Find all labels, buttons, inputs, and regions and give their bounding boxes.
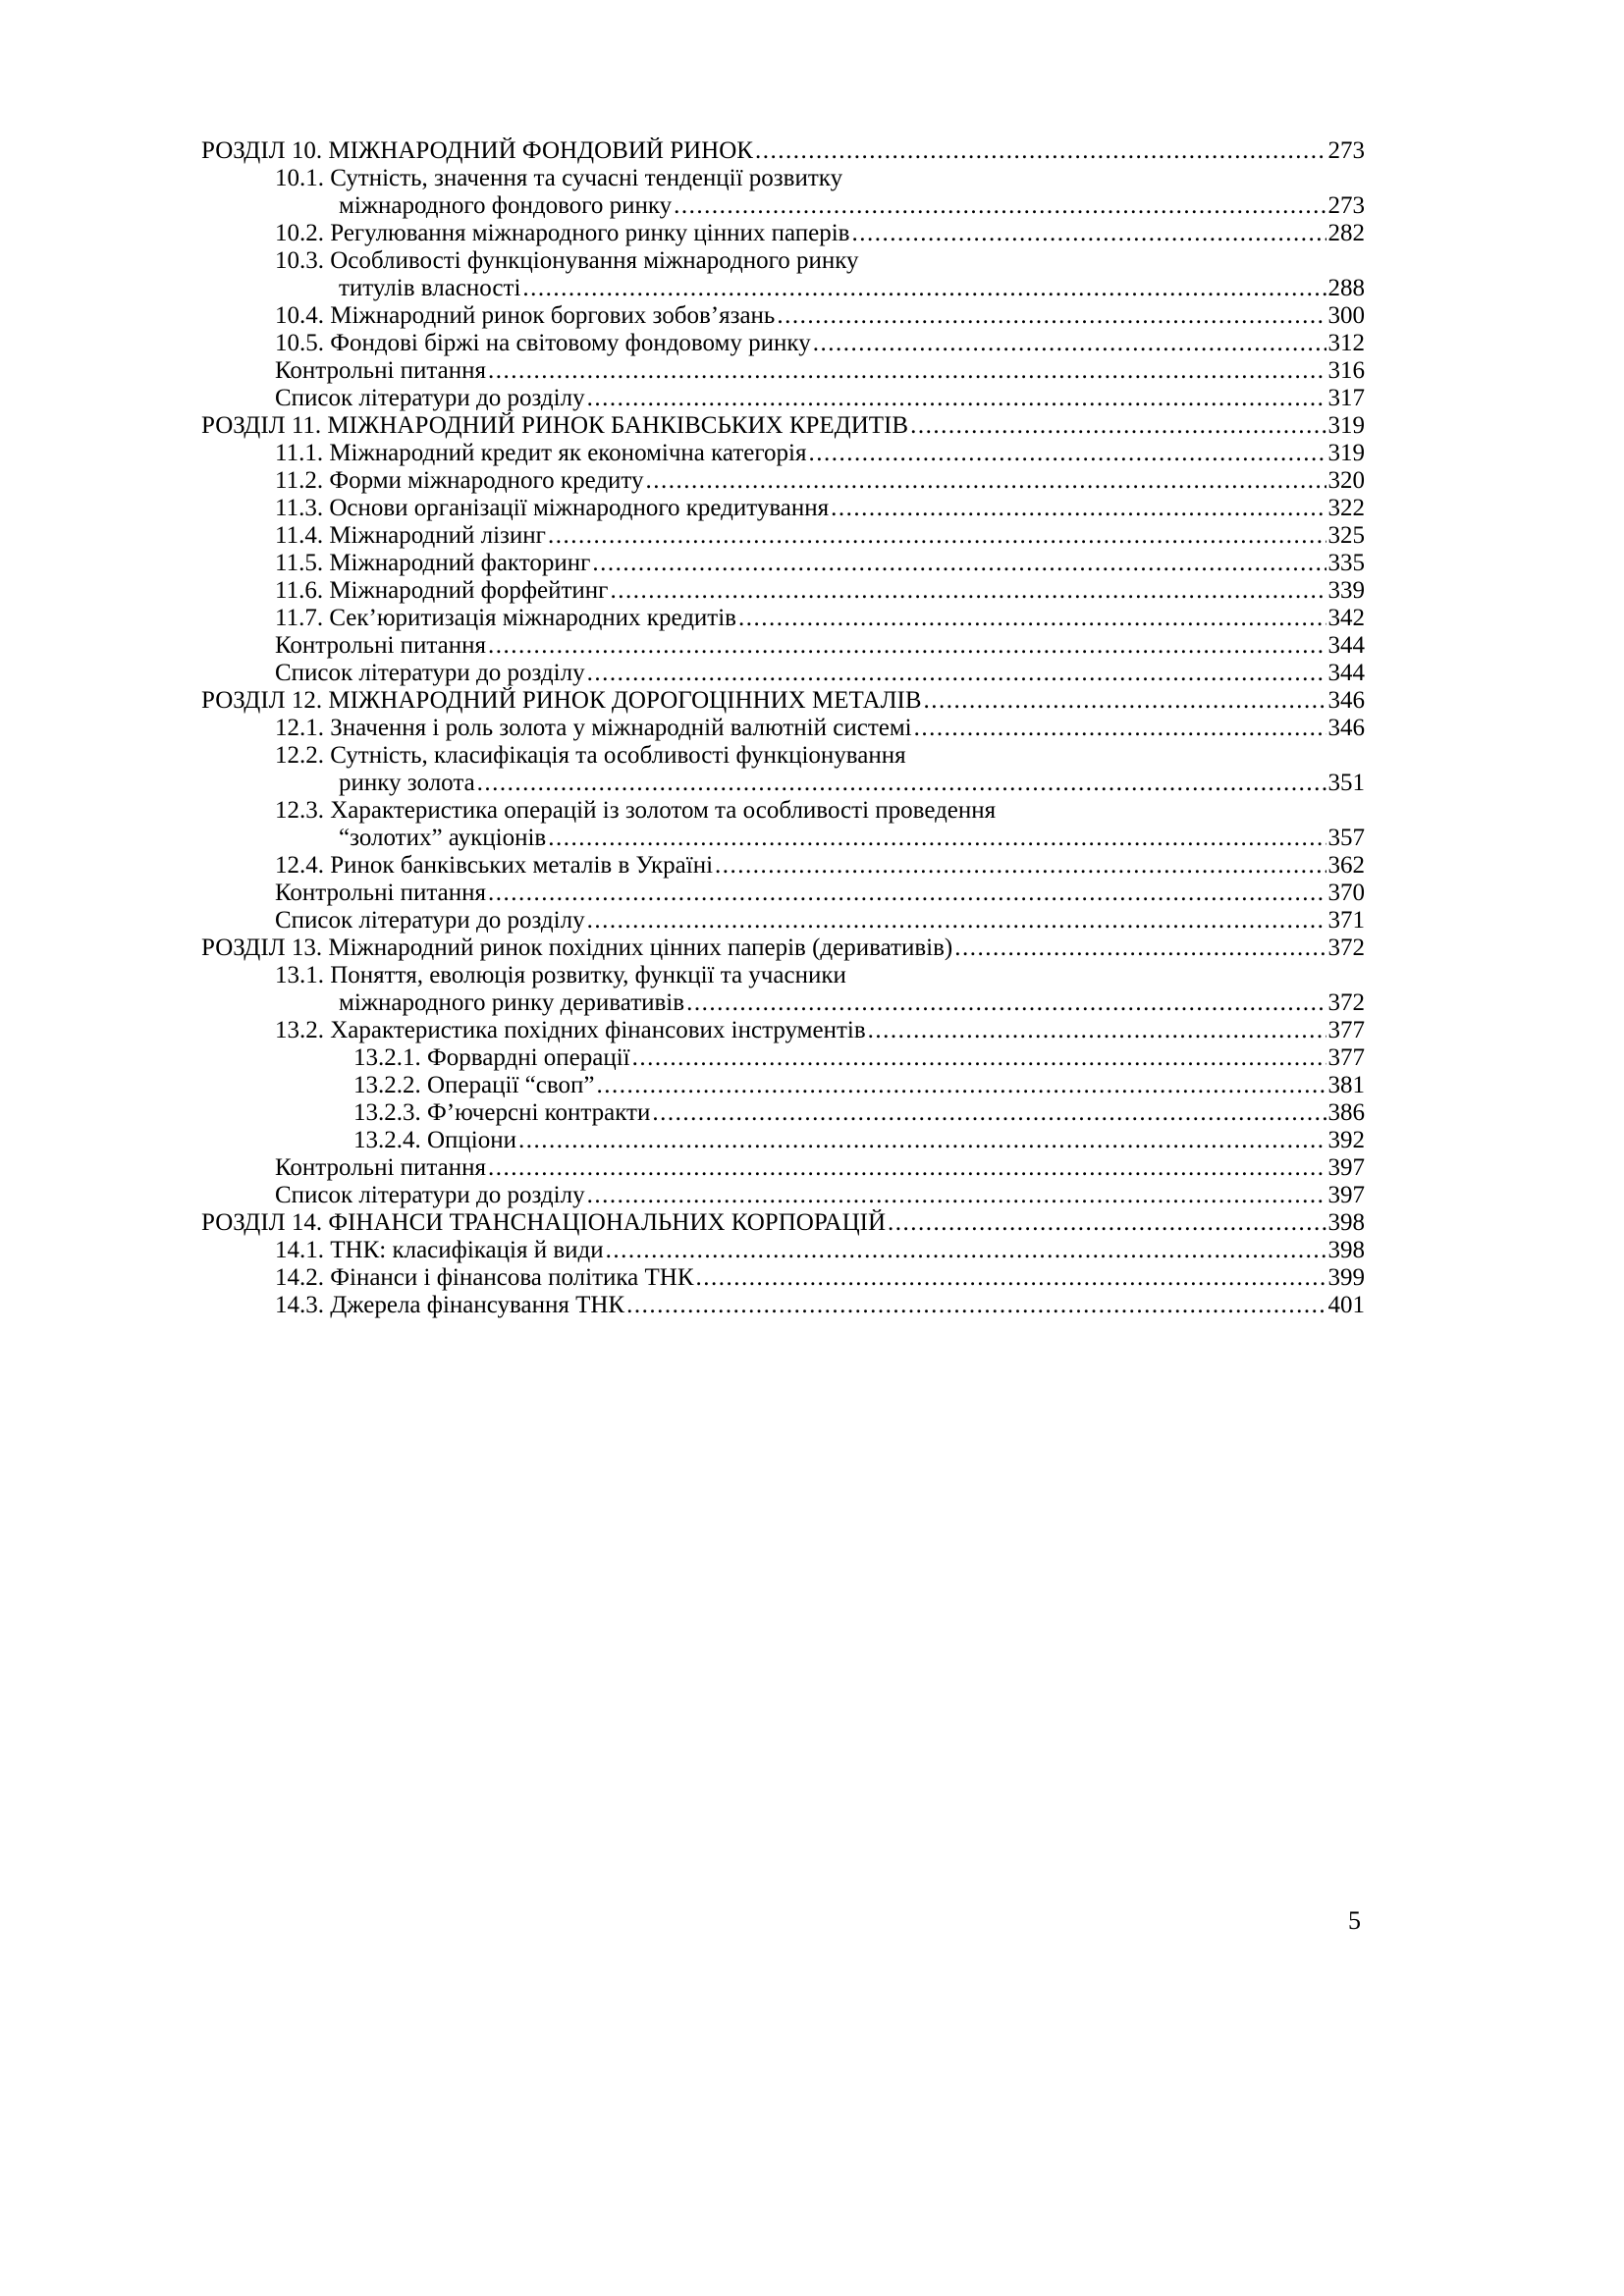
toc-page-number: 342	[1327, 605, 1365, 631]
toc-entry-text: РОЗДІЛ 13. Міжнародний ринок похідних цінних паперів (деривативів)	[201, 934, 953, 961]
toc-entry-text: Контрольні питання	[275, 632, 487, 659]
dot-leader	[488, 357, 1326, 385]
toc-entry-text: Контрольні питання	[275, 1154, 487, 1181]
dot-leader	[808, 440, 1326, 467]
dot-leader	[715, 852, 1326, 880]
toc-entry-text: РОЗДІЛ 10. МІЖНАРОДНИЙ ФОНДОВИЙ РИНОК	[201, 137, 753, 164]
toc-entry-text: “золотих” аукціонів	[339, 825, 547, 851]
toc-entry	[201, 880, 1365, 907]
toc-entry-text: 10.4. Міжнародний ринок боргових зобов’язань	[275, 302, 776, 329]
toc-entry	[201, 989, 1365, 1017]
toc-entry	[201, 742, 1365, 770]
toc-entry-text: 13.2.1. Форвардні операції	[353, 1044, 630, 1071]
dot-leader	[646, 467, 1326, 495]
toc-entry	[201, 1182, 1365, 1209]
toc-entry-text: 10.3. Особливості функціонування міжнародного ринку	[275, 247, 859, 274]
toc-page-number: 322	[1327, 495, 1365, 521]
toc-page-number: 401	[1327, 1292, 1365, 1318]
toc-entry-text: 12.3. Характеристика операцій із золотом та особливості проведення	[275, 797, 997, 824]
dot-leader	[674, 192, 1326, 220]
toc-entry-text: 10.5. Фондові біржі на світовому фондовому ринку	[275, 330, 811, 356]
toc-entry-text: 11.7. Сек’юритизація міжнародних кредитів	[275, 605, 736, 631]
dot-leader	[924, 687, 1326, 715]
toc-entry-text: 14.2. Фінанси і фінансова політика ТНК	[275, 1264, 694, 1291]
toc-page-number: 370	[1327, 880, 1365, 906]
toc-entry	[201, 1099, 1365, 1127]
page-number: 5	[1348, 1906, 1361, 1935]
toc-entry	[201, 247, 1365, 275]
toc-page-number: 372	[1327, 989, 1365, 1016]
toc-page-number: 357	[1327, 825, 1365, 851]
toc-entry	[201, 495, 1365, 522]
toc-entry	[201, 934, 1365, 962]
toc-entry-text: 11.1. Міжнародний кредит як економічна категорія	[275, 440, 807, 466]
toc-page-number: 282	[1327, 220, 1365, 246]
toc-entry-text: міжнародного ринку деривативів	[339, 989, 685, 1016]
dot-leader	[606, 1237, 1326, 1264]
toc-page-number: 398	[1327, 1209, 1365, 1236]
toc-entry-text: РОЗДІЛ 11. МІЖНАРОДНИЙ РИНОК БАНКІВСЬКИХ КРЕДИТІВ	[201, 412, 909, 439]
toc-entry-text: титулів власності	[339, 275, 521, 301]
toc-page-number: 288	[1327, 275, 1365, 301]
dot-leader	[522, 275, 1326, 302]
toc-entry	[201, 1017, 1365, 1044]
toc-page-number: 344	[1327, 632, 1365, 659]
toc-entry	[201, 852, 1365, 880]
toc-entry-text: 13.1. Поняття, еволюція розвитку, функції та учасники	[275, 962, 846, 988]
toc-entry-text: 11.6. Міжнародний форфейтинг	[275, 577, 609, 604]
dot-leader	[696, 1264, 1326, 1292]
toc-page-number: 319	[1327, 440, 1365, 466]
toc-page-number: 397	[1327, 1182, 1365, 1208]
toc-entry	[201, 1292, 1365, 1319]
toc-entry	[201, 605, 1365, 632]
toc-entry-text: 11.5. Міжнародний факторинг	[275, 550, 591, 576]
toc-page-number: 377	[1327, 1017, 1365, 1043]
toc-entry-text: 11.4. Міжнародний лізинг	[275, 522, 546, 549]
toc-entry	[201, 440, 1365, 467]
toc-entry-text: міжнародного фондового ринку	[339, 192, 673, 219]
toc-entry	[201, 357, 1365, 385]
toc-entry	[201, 275, 1365, 302]
toc-entry-text: Список літератури до розділу	[275, 660, 585, 686]
toc-entry	[201, 137, 1365, 165]
toc-entry-text: ринку золота	[339, 770, 475, 796]
dot-leader	[738, 605, 1326, 632]
toc-entry-text: 13.2. Характеристика похідних фінансових інструментів	[275, 1017, 866, 1043]
dot-leader	[587, 1182, 1326, 1209]
dot-leader	[587, 907, 1326, 934]
toc-entry	[201, 770, 1365, 797]
toc-page-number: 386	[1327, 1099, 1365, 1126]
toc-entry	[201, 1209, 1365, 1237]
toc-page-number: 346	[1327, 687, 1365, 714]
dot-leader	[548, 522, 1326, 550]
dot-leader	[488, 632, 1326, 660]
toc-entry	[201, 1154, 1365, 1182]
toc-page-number: 273	[1327, 192, 1365, 219]
toc-entry-text: РОЗДІЛ 12. МІЖНАРОДНИЙ РИНОК ДОРОГОЦІННИХ МЕТАЛІВ	[201, 687, 922, 714]
toc-entry	[201, 192, 1365, 220]
toc-page-number: 372	[1327, 934, 1365, 961]
toc-entry-text: Список літератури до розділу	[275, 1182, 585, 1208]
toc-entry	[201, 632, 1365, 660]
dot-leader	[587, 660, 1326, 687]
toc-page-number: 312	[1327, 330, 1365, 356]
dot-leader	[632, 1044, 1326, 1072]
toc-page-number: 273	[1327, 137, 1365, 164]
toc-entry	[201, 715, 1365, 742]
toc-entry-text: 10.2. Регулювання міжнародного ринку цінних паперів	[275, 220, 850, 246]
toc-entry-text: 12.2. Сутність, класифікація та особливості функціонування	[275, 742, 906, 769]
toc-entry-text: Контрольні питання	[275, 357, 487, 384]
dot-leader	[626, 1292, 1326, 1319]
toc-entry	[201, 687, 1365, 715]
dot-leader	[652, 1099, 1326, 1127]
toc-page-number: 362	[1327, 852, 1365, 879]
toc-entry	[201, 302, 1365, 330]
toc-entry	[201, 412, 1365, 440]
toc-entry	[201, 522, 1365, 550]
dot-leader	[587, 385, 1326, 412]
toc-page-number: 346	[1327, 715, 1365, 741]
toc-page-number: 317	[1327, 385, 1365, 411]
dot-leader	[488, 1154, 1326, 1182]
toc-entry-text: 14.3. Джерела фінансування ТНК	[275, 1292, 625, 1318]
toc-page-number: 320	[1327, 467, 1365, 494]
toc-entry-text: 12.1. Значення і роль золота у міжнародній валютній системі	[275, 715, 912, 741]
toc-entry-text: РОЗДІЛ 14. ФІНАНСИ ТРАНСНАЦІОНАЛЬНИХ КОРПОРАЦІЙ	[201, 1209, 887, 1236]
toc-entry	[201, 467, 1365, 495]
toc-entry	[201, 385, 1365, 412]
toc-page-number: 325	[1327, 522, 1365, 549]
toc-page-number: 399	[1327, 1264, 1365, 1291]
dot-leader	[755, 137, 1326, 165]
dot-leader	[488, 880, 1326, 907]
toc-entry	[201, 330, 1365, 357]
toc-entry	[201, 165, 1365, 192]
toc-entry-text: Список літератури до розділу	[275, 907, 585, 934]
dot-leader	[592, 550, 1326, 577]
toc-page-number: 351	[1327, 770, 1365, 796]
toc-entry	[201, 1264, 1365, 1292]
dot-leader	[910, 412, 1326, 440]
toc-page-number: 371	[1327, 907, 1365, 934]
dot-leader	[548, 825, 1326, 852]
toc-entry-text: 10.1. Сутність, значення та сучасні тенденції розвитку	[275, 165, 843, 191]
toc-page-number: 397	[1327, 1154, 1365, 1181]
toc-page-number: 398	[1327, 1237, 1365, 1263]
dot-leader	[610, 577, 1326, 605]
toc-entry-text: 13.2.2. Операції “своп”	[353, 1072, 595, 1098]
toc-entry	[201, 1237, 1365, 1264]
dot-leader	[596, 1072, 1326, 1099]
dot-leader	[831, 495, 1326, 522]
toc-entry	[201, 1072, 1365, 1099]
toc-entry	[201, 577, 1365, 605]
dot-leader	[518, 1127, 1326, 1154]
toc-entry	[201, 825, 1365, 852]
toc-entry	[201, 797, 1365, 825]
dot-leader	[686, 989, 1326, 1017]
toc-entry-text: 12.4. Ринок банківських металів в Україні	[275, 852, 714, 879]
toc-entry	[201, 1044, 1365, 1072]
toc-page-number: 316	[1327, 357, 1365, 384]
toc-entry-text: Список літератури до розділу	[275, 385, 585, 411]
dot-leader	[954, 934, 1326, 962]
toc-entry	[201, 550, 1365, 577]
dot-leader	[813, 330, 1326, 357]
toc-entry-text: 13.2.4. Опціони	[353, 1127, 517, 1153]
dot-leader	[477, 770, 1326, 797]
dot-leader	[914, 715, 1326, 742]
toc-page-number: 344	[1327, 660, 1365, 686]
toc-entry-text: Контрольні питання	[275, 880, 487, 906]
toc-entry	[201, 907, 1365, 934]
toc-page-number: 339	[1327, 577, 1365, 604]
toc-entry	[201, 660, 1365, 687]
toc-entry	[201, 962, 1365, 989]
toc-page-number: 381	[1327, 1072, 1365, 1098]
toc-entry-text: 11.2. Форми міжнародного кредиту	[275, 467, 644, 494]
dot-leader	[777, 302, 1326, 330]
toc-entry-text: 11.3. Основи організації міжнародного кредитування	[275, 495, 830, 521]
dot-leader	[868, 1017, 1326, 1044]
toc-page-number: 335	[1327, 550, 1365, 576]
toc-entry	[201, 220, 1365, 247]
dot-leader	[851, 220, 1326, 247]
toc-entry-text: 13.2.3. Ф’ючерсні контракти	[353, 1099, 651, 1126]
toc-page-number: 392	[1327, 1127, 1365, 1153]
toc-entry	[201, 1127, 1365, 1154]
toc-page-number: 319	[1327, 412, 1365, 439]
toc-list	[201, 137, 1365, 1319]
toc-entry-text: 14.1. ТНК: класифікація й види	[275, 1237, 604, 1263]
toc-page-number: 300	[1327, 302, 1365, 329]
toc-page-number: 377	[1327, 1044, 1365, 1071]
dot-leader	[888, 1209, 1326, 1237]
